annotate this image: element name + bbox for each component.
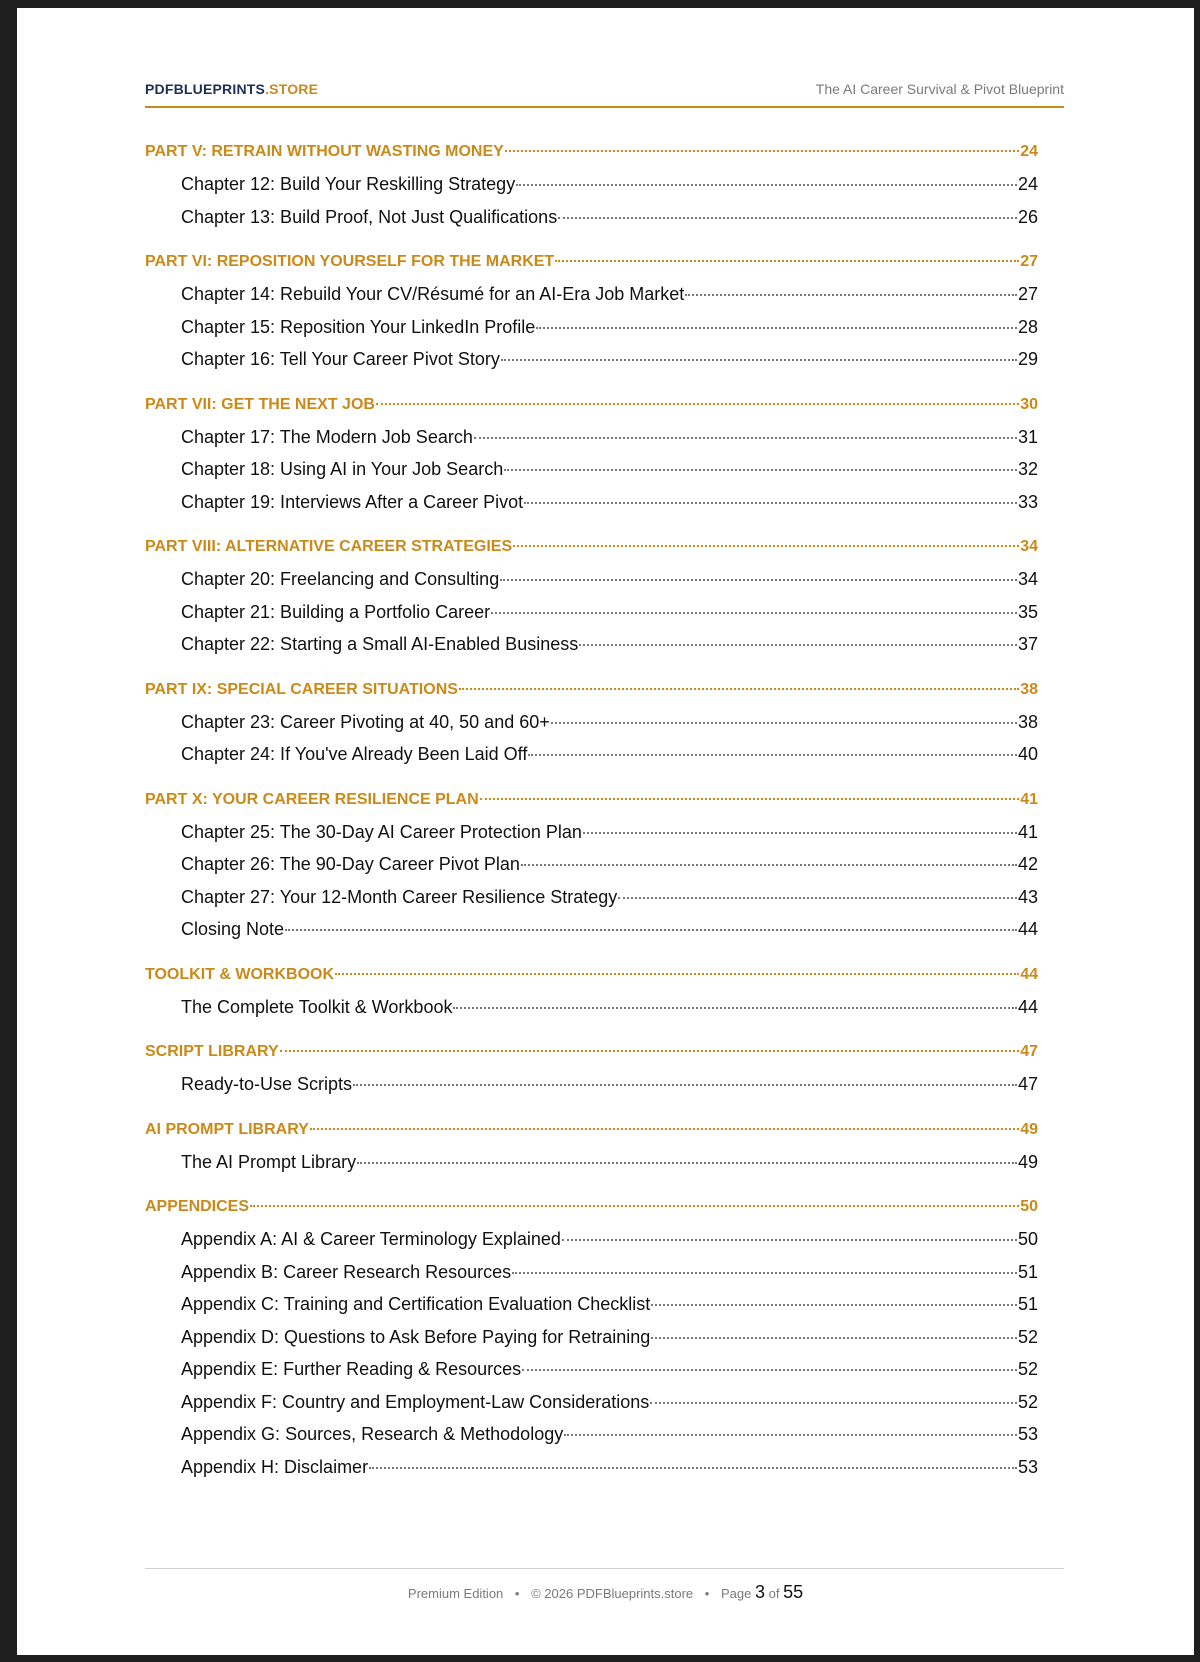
toc-part-heading-title: TOOLKIT & WORKBOOK <box>145 965 335 983</box>
toc-entry-title: Chapter 18: Using AI in Your Job Search <box>181 459 504 479</box>
brand-main: PDFBLUEPRINTS <box>145 81 266 97</box>
toc-entry[interactable] <box>145 1321 1038 1354</box>
brand-logo-text <box>145 76 318 98</box>
toc-entry[interactable] <box>145 596 1038 629</box>
toc-part-group <box>145 784 1038 946</box>
toc-entry[interactable] <box>145 913 1038 946</box>
toc-part-group <box>145 959 1038 1024</box>
toc-entry-title: Closing Note <box>181 919 285 939</box>
toc-entry-title: Chapter 20: Freelancing and Consulting <box>181 569 500 589</box>
toc-part-heading-page-number: 47 <box>1020 1043 1038 1060</box>
dot-leader <box>505 149 1019 152</box>
toc-part-heading[interactable] <box>145 1114 1038 1146</box>
toc-entry-page-number: 47 <box>1017 1074 1038 1094</box>
toc-part-group <box>145 674 1038 771</box>
toc-entry-title: Ready-to-Use Scripts <box>181 1074 353 1094</box>
footer-page-label: Page <box>720 1586 752 1601</box>
toc-part-heading-page-number: 50 <box>1020 1198 1038 1215</box>
dot-leader <box>650 1401 1017 1404</box>
dot-leader <box>459 687 1019 690</box>
table-of-contents <box>145 136 1038 1483</box>
toc-entry-page-number: 51 <box>1017 1294 1038 1314</box>
toc-part-heading-title: PART VI: REPOSITION YOURSELF FOR THE MARKET <box>145 253 555 270</box>
dot-leader <box>516 183 1017 186</box>
toc-entry-title: Chapter 25: The 30-Day AI Career Protection Plan <box>181 821 582 842</box>
dot-leader <box>491 611 1017 614</box>
toc-entry[interactable] <box>145 1353 1038 1386</box>
toc-entry-page-number: 27 <box>1017 284 1038 304</box>
toc-entry-page-number: 26 <box>1017 206 1038 227</box>
page-footer <box>17 1582 1194 1603</box>
dot-leader <box>310 1127 1019 1130</box>
toc-part-group <box>145 136 1038 233</box>
toc-entry-title: The Complete Toolkit & Workbook <box>181 996 453 1017</box>
toc-entry-page-number: 34 <box>1017 569 1038 589</box>
toc-entry-page-number: 37 <box>1017 634 1038 654</box>
toc-entry-title: Appendix B: Career Research Resources <box>181 1261 512 1282</box>
footer-page-of: of <box>768 1586 780 1601</box>
toc-part-group <box>145 531 1038 661</box>
toc-entry-page-number: 51 <box>1017 1261 1038 1282</box>
toc-part-heading[interactable] <box>145 959 1038 991</box>
dot-leader <box>551 721 1017 724</box>
toc-entry-page-number: 28 <box>1017 316 1038 337</box>
toc-part-group <box>145 389 1038 519</box>
dot-leader <box>651 1303 1017 1306</box>
toc-entry-title: Appendix H: Disclaimer <box>181 1456 369 1477</box>
dot-leader <box>500 578 1017 581</box>
toc-entry-page-number: 40 <box>1017 744 1038 764</box>
dot-leader <box>562 1238 1017 1241</box>
toc-part-heading[interactable] <box>145 136 1038 168</box>
toc-entry-page-number: 44 <box>1017 996 1038 1017</box>
toc-part-heading-page-number: 44 <box>1020 965 1038 983</box>
document-title: The AI Career Survival & Pivot Blueprint <box>815 81 1064 97</box>
toc-part-heading[interactable] <box>145 1036 1038 1068</box>
dot-leader <box>513 544 1019 547</box>
toc-part-heading-title: PART IX: SPECIAL CAREER SITUATIONS <box>145 680 458 698</box>
toc-part-heading-title: PART VII: GET THE NEXT JOB <box>145 395 375 413</box>
toc-entry-page-number: 53 <box>1017 1456 1038 1477</box>
dot-leader <box>579 643 1017 646</box>
toc-entry-page-number: 52 <box>1017 1391 1038 1412</box>
toc-part-heading-page-number: 27 <box>1020 253 1038 270</box>
toc-part-heading-title: PART X: YOUR CAREER RESILIENCE PLAN <box>145 790 479 808</box>
toc-entry-title: Chapter 13: Build Proof, Not Just Qualifications <box>181 206 558 227</box>
toc-part-heading[interactable] <box>145 1191 1038 1223</box>
dot-leader <box>357 1161 1017 1164</box>
toc-entry-title: Chapter 19: Interviews After a Career Pivot <box>181 491 524 512</box>
toc-part-heading-title: PART VIII: ALTERNATIVE CAREER STRATEGIES <box>145 538 513 555</box>
toc-entry[interactable] <box>145 1256 1038 1289</box>
dot-leader <box>369 1466 1017 1469</box>
footer-separator: • <box>514 1586 520 1601</box>
toc-entry[interactable] <box>145 421 1038 454</box>
toc-part-heading-page-number: 41 <box>1020 790 1038 808</box>
toc-part-heading-page-number: 49 <box>1020 1120 1038 1138</box>
toc-entry[interactable] <box>145 563 1038 596</box>
toc-entry[interactable] <box>145 1146 1038 1179</box>
dot-leader <box>685 293 1017 296</box>
toc-entry-page-number: 52 <box>1017 1326 1038 1347</box>
toc-entry[interactable] <box>145 311 1038 344</box>
toc-entry-page-number: 29 <box>1017 349 1038 369</box>
toc-entry-title: Appendix A: AI & Career Terminology Explained <box>181 1229 561 1249</box>
toc-entry-title: Chapter 27: Your 12-Month Career Resilience Strategy <box>181 886 618 907</box>
dot-leader <box>512 1271 1017 1274</box>
toc-entry-title: Chapter 21: Building a Portfolio Career <box>181 601 491 622</box>
toc-entry[interactable] <box>145 738 1038 771</box>
toc-entry-page-number: 24 <box>1017 174 1038 194</box>
toc-entry-page-number: 50 <box>1017 1229 1038 1249</box>
toc-entry-page-number: 42 <box>1017 854 1038 874</box>
toc-part-group <box>145 246 1038 376</box>
footer-edition: Premium Edition <box>407 1586 504 1601</box>
toc-entry[interactable] <box>145 706 1038 739</box>
dot-leader <box>521 863 1017 866</box>
footer-divider <box>145 1568 1064 1569</box>
toc-part-heading-title: APPENDICES <box>145 1198 250 1215</box>
dot-leader <box>504 468 1017 471</box>
toc-part-heading[interactable] <box>145 674 1038 706</box>
toc-entry[interactable] <box>145 991 1038 1024</box>
toc-part-heading-title: PART V: RETRAIN WITHOUT WASTING MONEY <box>145 143 504 160</box>
brand-accent: .STORE <box>265 81 319 97</box>
toc-entry-page-number: 43 <box>1017 886 1038 907</box>
toc-entry-title: Chapter 12: Build Your Reskilling Strategy <box>181 174 516 194</box>
toc-part-group <box>145 1191 1038 1483</box>
toc-entry[interactable] <box>145 628 1038 661</box>
toc-entry-title: Appendix D: Questions to Ask Before Paying for Retraining <box>181 1326 651 1347</box>
dot-leader <box>474 436 1017 439</box>
toc-part-heading-page-number: 24 <box>1020 143 1038 160</box>
dot-leader <box>536 326 1017 329</box>
toc-entry-title: Chapter 14: Rebuild Your CV/Résumé for an AI-Era Job Market <box>181 284 685 304</box>
footer-separator: • <box>704 1586 710 1601</box>
toc-entry-page-number: 33 <box>1017 491 1038 512</box>
dot-leader <box>250 1204 1019 1207</box>
dot-leader <box>376 402 1019 405</box>
dot-leader <box>558 216 1017 219</box>
toc-entry-title: Chapter 17: The Modern Job Search <box>181 426 473 447</box>
toc-entry-title: Chapter 23: Career Pivoting at 40, 50 and 60+ <box>181 711 550 732</box>
document-page <box>17 8 1194 1655</box>
toc-entry-page-number: 38 <box>1017 711 1038 732</box>
toc-entry-title: Appendix G: Sources, Research & Methodology <box>181 1424 564 1444</box>
toc-entry[interactable] <box>145 881 1038 914</box>
dot-leader <box>564 1433 1017 1436</box>
dot-leader <box>522 1368 1017 1371</box>
toc-part-heading-page-number: 34 <box>1020 538 1038 555</box>
toc-part-heading-title: SCRIPT LIBRARY <box>145 1043 279 1060</box>
toc-entry-page-number: 32 <box>1017 459 1038 479</box>
dot-leader <box>353 1083 1017 1086</box>
toc-entry[interactable] <box>145 1451 1038 1484</box>
page-header <box>145 76 1064 108</box>
dot-leader <box>583 831 1017 834</box>
toc-part-heading[interactable] <box>145 784 1038 816</box>
toc-entry-title: Appendix E: Further Reading & Resources <box>181 1359 522 1379</box>
toc-entry-page-number: 49 <box>1017 1151 1038 1172</box>
toc-entry[interactable] <box>145 1386 1038 1419</box>
toc-entry-page-number: 31 <box>1017 426 1038 447</box>
dot-leader <box>524 501 1017 504</box>
toc-entry-page-number: 52 <box>1017 1359 1038 1379</box>
toc-part-heading-title: AI PROMPT LIBRARY <box>145 1120 309 1138</box>
toc-entry[interactable] <box>145 1418 1038 1451</box>
toc-entry[interactable] <box>145 278 1038 311</box>
dot-leader <box>285 928 1017 931</box>
toc-entry-page-number: 53 <box>1017 1424 1038 1444</box>
toc-entry[interactable] <box>145 343 1038 376</box>
toc-entry[interactable] <box>145 1068 1038 1101</box>
toc-entry[interactable] <box>145 1223 1038 1256</box>
toc-part-heading[interactable] <box>145 531 1038 563</box>
dot-leader <box>501 358 1017 361</box>
toc-entry-page-number: 35 <box>1017 601 1038 622</box>
toc-entry-title: Chapter 15: Reposition Your LinkedIn Profile <box>181 316 536 337</box>
toc-entry-page-number: 44 <box>1017 919 1038 939</box>
dot-leader <box>480 797 1020 800</box>
dot-leader <box>528 753 1017 756</box>
toc-part-group <box>145 1036 1038 1101</box>
toc-part-heading[interactable] <box>145 246 1038 278</box>
toc-entry[interactable] <box>145 201 1038 234</box>
dot-leader <box>618 896 1017 899</box>
toc-part-heading-page-number: 38 <box>1020 680 1038 698</box>
toc-part-heading-page-number: 30 <box>1020 395 1038 413</box>
toc-entry-title: Chapter 16: Tell Your Career Pivot Story <box>181 349 500 369</box>
toc-entry[interactable] <box>145 816 1038 849</box>
toc-entry-title: The AI Prompt Library <box>181 1151 357 1172</box>
toc-part-heading[interactable] <box>145 389 1038 421</box>
footer-page-total: 55 <box>783 1582 804 1602</box>
toc-entry[interactable] <box>145 848 1038 881</box>
dot-leader <box>335 972 1019 975</box>
toc-entry-page-number: 41 <box>1017 821 1038 842</box>
footer-page-current: 3 <box>754 1582 765 1602</box>
toc-entry-title: Chapter 26: The 90-Day Career Pivot Plan <box>181 854 520 874</box>
footer-copyright: © 2026 PDFBlueprints.store <box>531 1586 694 1601</box>
dot-leader <box>555 259 1019 262</box>
toc-entry-title: Chapter 24: If You've Already Been Laid Off <box>181 744 528 764</box>
toc-entry[interactable] <box>145 453 1038 486</box>
toc-entry-title: Appendix C: Training and Certification Evaluation Checklist <box>181 1294 651 1314</box>
dot-leader <box>453 1006 1017 1009</box>
toc-entry-title: Appendix F: Country and Employment-Law Considerations <box>181 1391 650 1412</box>
dot-leader <box>651 1336 1017 1339</box>
toc-part-group <box>145 1114 1038 1179</box>
dot-leader <box>280 1049 1020 1052</box>
toc-entry-title: Chapter 22: Starting a Small AI-Enabled Business <box>181 634 579 654</box>
toc-entry[interactable] <box>145 168 1038 201</box>
toc-entry[interactable] <box>145 1288 1038 1321</box>
toc-entry[interactable] <box>145 486 1038 519</box>
